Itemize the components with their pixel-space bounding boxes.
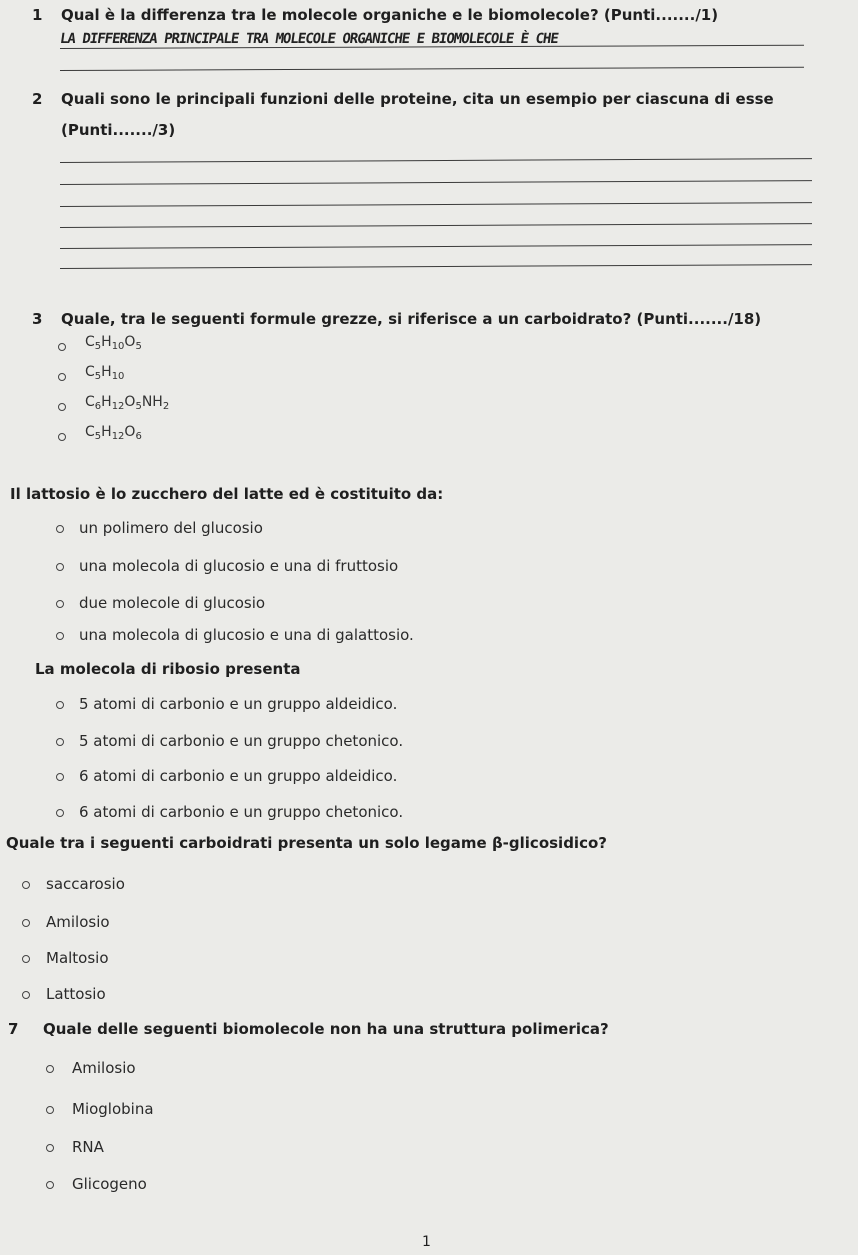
question-7-text: Quale delle seguenti biomolecole non ha una struttura polimerica? [43, 1020, 609, 1038]
question-2-number: 2 [32, 90, 43, 108]
formula-subscript: 12 [111, 431, 125, 442]
answer-line [60, 67, 804, 71]
formula-element: O [124, 424, 136, 440]
question-6-text: Quale tra i seguenti carboidrati presenta un solo legame β-glicosidico? [6, 834, 607, 852]
radio-option[interactable] [22, 881, 30, 889]
formula-subscript: 6 [94, 401, 102, 412]
option-label: 6 atomi di carbonio e un gruppo chetonico. [79, 803, 404, 821]
radio-option[interactable] [58, 373, 66, 381]
formula-option-4 [85, 424, 142, 440]
formula-subscript: 5 [135, 401, 142, 412]
question-1-number: 1 [32, 6, 43, 24]
radio-option[interactable] [46, 1181, 54, 1189]
option-label: saccarosio [46, 875, 125, 893]
option-label: Lattosio [46, 985, 106, 1003]
answer-line [60, 264, 812, 269]
page-number: 1 [422, 1234, 431, 1250]
option-label: due molecole di glucosio [79, 594, 266, 612]
radio-option[interactable] [56, 600, 64, 608]
formula-subscript: 10 [111, 371, 125, 382]
formula-subscript: 12 [111, 401, 125, 412]
formula-element: C [85, 334, 95, 350]
radio-option[interactable] [56, 563, 64, 571]
question-1-text: Qual è la differenza tra le molecole organiche e le biomolecole? (Punti......./1) [61, 6, 719, 24]
question-4-text: Il lattosio è lo zucchero del latte ed è costituito da: [10, 485, 444, 503]
option-label: RNA [72, 1138, 104, 1156]
formula-subscript: 6 [135, 431, 142, 442]
formula-element: C [85, 364, 95, 380]
formula-option-3 [85, 394, 169, 410]
radio-option[interactable] [46, 1144, 54, 1152]
radio-option[interactable] [58, 403, 66, 411]
radio-option[interactable] [22, 919, 30, 927]
radio-option[interactable] [58, 343, 66, 351]
formula-element: C [85, 424, 95, 440]
question-2-points: (Punti......./3) [61, 121, 176, 139]
formula-element: C [85, 394, 95, 410]
question-7-number: 7 [8, 1020, 19, 1038]
formula-subscript: 5 [94, 431, 102, 442]
option-label: Amilosio [72, 1059, 136, 1077]
formula-option-1 [85, 334, 142, 350]
answer-line [60, 202, 812, 207]
radio-option[interactable] [22, 955, 30, 963]
formula-option-2 [85, 364, 124, 380]
formula-element: H [101, 334, 112, 350]
radio-option[interactable] [56, 632, 64, 640]
radio-option[interactable] [56, 738, 64, 746]
formula-subscript: 10 [111, 341, 125, 352]
option-label: Amilosio [46, 913, 110, 931]
option-label: una molecola di glucosio e una di galattosio. [79, 626, 414, 644]
answer-line [60, 158, 812, 163]
formula-subscript: 5 [94, 371, 102, 382]
question-3-text: Quale, tra le seguenti formule grezze, si riferisce a un carboidrato? (Punti......./18) [61, 310, 762, 328]
option-label: un polimero del glucosio [79, 519, 263, 537]
radio-option[interactable] [46, 1106, 54, 1114]
radio-option[interactable] [56, 525, 64, 533]
handwritten-answer-1: LA DIFFERENZA PRINCIPALE TRA MOLECOLE ORGANICHE E BIOMOLECOLE È CHE [58, 31, 559, 47]
formula-subscript: 2 [162, 401, 170, 412]
option-label: 6 atomi di carbonio e un gruppo aldeidico. [79, 767, 398, 785]
option-label: 5 atomi di carbonio e un gruppo aldeidico. [79, 695, 398, 713]
formula-subscript: 5 [94, 341, 102, 352]
formula-element: H [101, 424, 112, 440]
option-label: Maltosio [46, 949, 109, 967]
formula-element: H [101, 394, 112, 410]
radio-option[interactable] [22, 991, 30, 999]
question-3-number: 3 [32, 310, 43, 328]
radio-option[interactable] [46, 1065, 54, 1073]
formula-element: H [101, 364, 112, 380]
question-2-text: Quali sono le principali funzioni delle proteine, cita un esempio per ciascuna di esse [61, 90, 774, 108]
question-5-text: La molecola di ribosio presenta [35, 660, 301, 678]
radio-option[interactable] [58, 433, 66, 441]
formula-element: O [124, 394, 136, 410]
radio-option[interactable] [56, 701, 64, 709]
option-label: Mioglobina [72, 1100, 154, 1118]
option-label: Glicogeno [72, 1175, 147, 1193]
option-label: una molecola di glucosio e una di fruttosio [79, 557, 399, 575]
formula-element: NH [141, 394, 163, 410]
radio-option[interactable] [56, 773, 64, 781]
answer-line [60, 223, 812, 228]
formula-element: O [124, 334, 136, 350]
answer-line [60, 244, 812, 249]
answer-line [60, 180, 812, 185]
option-label: 5 atomi di carbonio e un gruppo chetonico. [79, 732, 404, 750]
radio-option[interactable] [56, 809, 64, 817]
formula-subscript: 5 [135, 341, 142, 352]
